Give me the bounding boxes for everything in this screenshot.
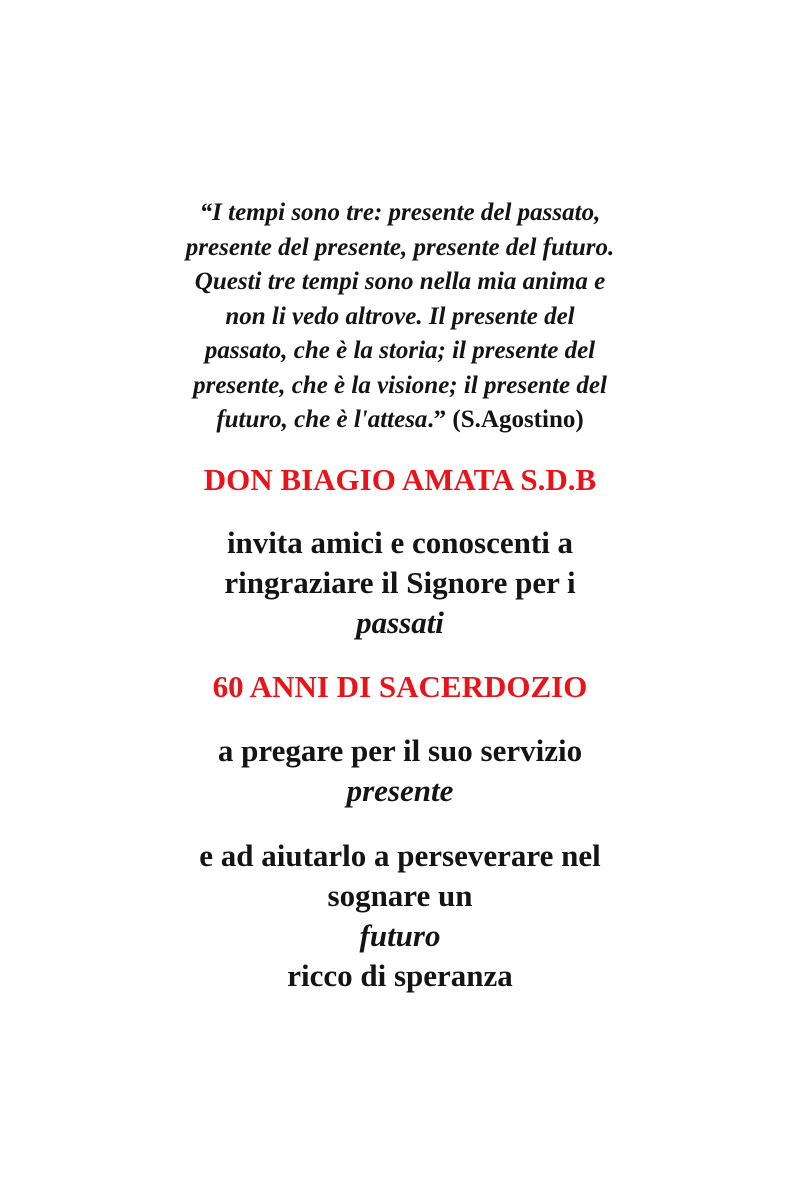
augustine-quote: [140, 196, 660, 438]
prayer-line: a pregare per il suo servizio: [217, 733, 583, 768]
quote-line: Questi tre tempi sono nella mia anima e: [194, 268, 606, 295]
invitation-line: invita amici e conoscenti a: [226, 525, 574, 560]
priest-name: [100, 460, 700, 500]
quote-line: non li vedo altrove. Il presente del: [225, 302, 575, 330]
support-line: ricco di speranza: [287, 958, 513, 993]
prayer-text: [100, 731, 700, 811]
quote-line-italic: futuro, che è l'attesa: [216, 406, 428, 433]
invitation-text: [100, 523, 700, 643]
quote-final-line: [140, 403, 660, 438]
invitation-line-italic: passati: [356, 605, 444, 640]
anniversary-heading: [100, 667, 700, 707]
support-line: e ad aiutarlo a perseverare nel: [199, 838, 601, 873]
support-line-italic: futuro: [359, 918, 441, 953]
prayer-line-italic: presente: [346, 773, 454, 808]
support-line: sognare un: [327, 878, 473, 913]
anniversary-text: 60 ANNI DI SACERDOZIO: [212, 669, 588, 704]
support-text: [100, 836, 700, 996]
quote-author: (S.Agostino): [446, 406, 584, 433]
quote-line: “I tempi sono tre: presente del passato,: [199, 199, 601, 226]
quote-line: presente, che è la visione; il presente del: [193, 371, 607, 399]
quote-line: presente del presente, presente del futuro.: [185, 233, 615, 261]
quote-close-mark: .”: [427, 406, 447, 433]
invitation-line: ringraziare il Signore per i: [224, 565, 576, 600]
quote-line: passato, che è la storia; il presente del: [204, 337, 596, 364]
priest-name-text: DON BIAGIO AMATA S.D.B: [203, 462, 597, 497]
